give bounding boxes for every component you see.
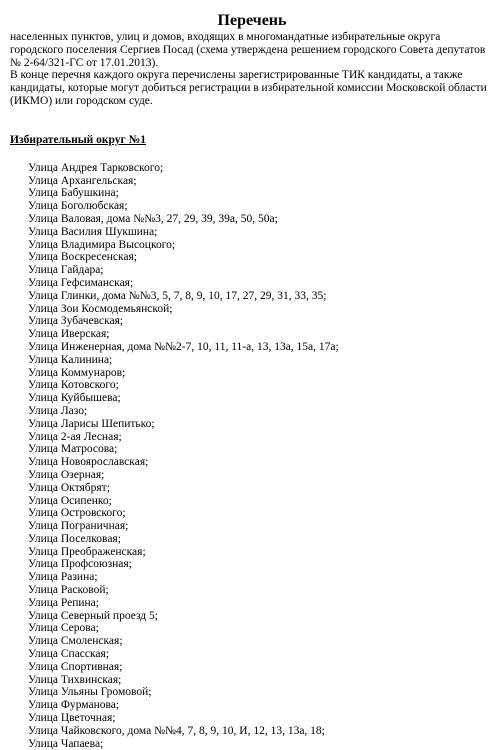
street-item: Улица Октябрят;: [28, 481, 110, 494]
street-item: Улица Инженерная, дома №№2-7, 10, 11, 11-а, 13, 13а, 15а, 17а;: [28, 340, 339, 353]
street-item: Улица Гайдара;: [28, 264, 104, 277]
street-item: Улица Смоленская;: [28, 635, 123, 648]
street-item: Улица Новоярославская;: [28, 456, 149, 469]
street-item: Улица Ларисы Шепитько;: [28, 417, 155, 430]
street-item: Улица Цветочная;: [28, 712, 116, 725]
street-item: Улица Валовая, дома №№3, 27, 29, 39, 39а, 50, 50а;: [28, 212, 278, 225]
street-item: Улица Чапаева;: [28, 737, 104, 750]
street-item: Улица Чайковского, дома №№4, 7, 8, 9, 10, И, 12, 13, 13а, 18;: [28, 724, 325, 737]
street-item: Улица Пограничная;: [28, 520, 129, 533]
street-item: Улица Котовского;: [28, 379, 119, 392]
street-item: Улица Архангельская;: [28, 174, 137, 187]
street-item: Улица Владимира Высоцкого;: [28, 238, 176, 251]
street-item: Улица Гефсиманская;: [28, 276, 134, 289]
street-item: Улица Воскресенская;: [28, 251, 138, 264]
intro-paragraph: населенных пунктов, улиц и домов, входящих в многомандатные избирательные округа городского поселения Сергиев Посад (схема утверждена решением городского Совета депутатов № 2-64/321-ГС от 17.01.2013).: [10, 31, 486, 69]
street-item: Улица Серова;: [28, 622, 99, 635]
street-item: Улица Матросова;: [28, 443, 118, 456]
street-item: Улица Куйбышева;: [28, 392, 121, 405]
street-item: Улица Фурманова;: [28, 699, 120, 712]
street-item: Улица Поселковая;: [28, 532, 121, 545]
street-item: Улица Спасская;: [28, 648, 110, 661]
street-item: Улица Зубачевская;: [28, 315, 124, 328]
street-item: Улица Калинина;: [28, 353, 113, 366]
street-item: Улица Тихвинская;: [28, 673, 122, 686]
street-item: Улица Северный проезд 5;: [28, 609, 158, 622]
street-item: Улица Василия Шукшина;: [28, 225, 158, 238]
document-page: [10, 12, 494, 750]
street-item: Улица Спортивная;: [28, 660, 123, 673]
street-item: Улица Осипенко;: [28, 494, 112, 507]
street-item: Улица 2-ая Лесная;: [28, 430, 122, 443]
street-item: Улица Иверская;: [28, 328, 110, 341]
street-item: Улица Боголюбская;: [28, 200, 128, 213]
street-item: Улица Андрея Тарковского;: [28, 161, 164, 174]
street-item: Улица Расковой;: [28, 584, 109, 597]
street-item: Улица Разина;: [28, 571, 98, 584]
street-item: Улица Ульяны Громовой;: [28, 686, 152, 699]
street-item: Улица Лазо;: [28, 404, 88, 417]
street-item: Улица Профсоюзная;: [28, 558, 132, 571]
note-paragraph: В конце перечня каждого округа перечислены зарегистрированные ТИК кандидаты, а также кандидаты, которые могут добиться регистрации в избирательной комиссии Московской области (ИКМО) или городском суде.: [10, 69, 487, 107]
street-item: Улица Коммунаров;: [28, 366, 126, 379]
street-item: Улица Глинки, дома №№3, 5, 7, 8, 9, 10, 17, 27, 29, 31, 33, 35;: [28, 289, 327, 302]
street-item: Улица Преображенская;: [28, 545, 146, 558]
street-item: Улица Озерная;: [28, 468, 105, 481]
street-item: Улица Островского;: [28, 507, 126, 520]
page-title: Перечень: [217, 12, 287, 29]
district-heading: Избирательный округ №1: [10, 133, 146, 146]
street-item: Улица Бабушкина;: [28, 187, 119, 200]
street-list: [10, 162, 494, 750]
street-item: Улица Зои Космодемьянской;: [28, 302, 173, 315]
street-item: Улица Репина;: [28, 596, 99, 609]
